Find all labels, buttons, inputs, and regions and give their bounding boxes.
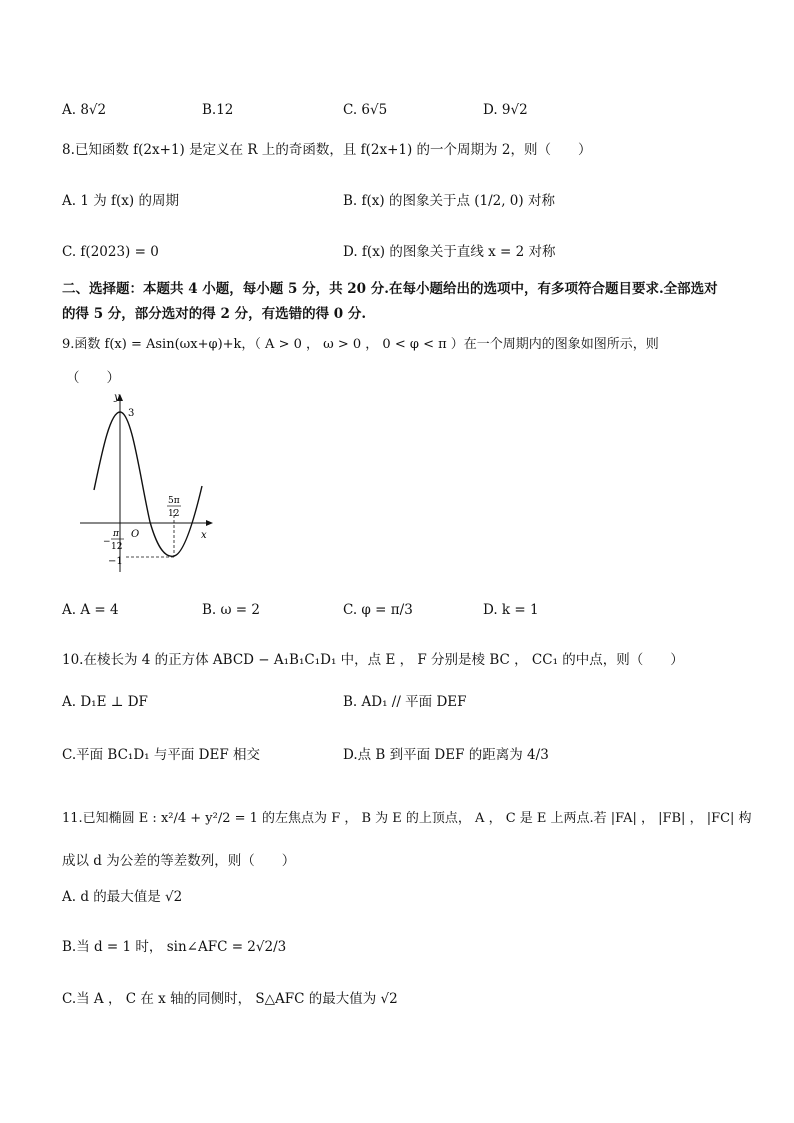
y-axis-label: y [114, 392, 120, 403]
q11-option-c: C.当 A ， C 在 x 轴的同侧时， S△AFC 的最大值为 √2 [62, 991, 398, 1007]
q9-answer-paren: （ ） [66, 370, 120, 386]
sine-curve [94, 412, 202, 556]
right-tick-denominator: 12 [168, 509, 180, 519]
x-axis-label: x [201, 530, 207, 541]
q11-option-b: B.当 d = 1 时， sin∠AFC = 2√2/3 [62, 939, 287, 955]
q7-option-b: B.12 [202, 102, 234, 118]
q9-option-b: B. ω = 2 [202, 602, 260, 618]
q10-option-d: D.点 B 到平面 DEF 的距离为 4/3 [343, 747, 549, 763]
right-tick-numerator: 5π [168, 496, 180, 506]
left-tick-numerator: π [113, 529, 119, 539]
section-heading-line-1: 二、选择题：本题共 4 小题，每小题 5 分，共 20 分.在每小题给出的选项中，有多项符合题目要求.全部选对 [62, 281, 718, 297]
q11-stem-line-1: 11.已知椭圆 E : x²/4 + y²/2 = 1 的左焦点为 F ， B 为 E 的上顶点， A ， C 是 E 上两点.若 |FA| ， |FB| ， |FC| 构 [62, 811, 752, 826]
max-value-label: 3 [128, 408, 135, 419]
q11-option-a: A. d 的最大值是 √2 [62, 889, 183, 905]
q7-option-a: A. 8√2 [62, 102, 107, 118]
q8-option-d: D. f(x) 的图象关于直线 x = 2 对称 [343, 244, 556, 260]
q10-option-c: C.平面 BC₁D₁ 与平面 DEF 相交 [62, 747, 260, 763]
min-value-label: −1 [108, 556, 123, 567]
q9-option-d: D. k = 1 [483, 602, 539, 618]
q9-function-graph [74, 390, 224, 580]
q10-option-b: B. AD₁ // 平面 DEF [343, 694, 467, 710]
q9-stem: 9.函数 f(x) = Asin(ωx+φ)+k，（ A > 0 ， ω > 0 ， 0 < φ < π ）在一个周期内的图象如图所示，则 [62, 337, 659, 352]
q11-stem-line-2: 成以 d 为公差的等差数列，则（ ） [62, 853, 296, 869]
origin-label: O [131, 529, 140, 540]
q8-stem: 8.已知函数 f(2x+1) 是定义在 R 上的奇函数，且 f(2x+1) 的一个周期为 2，则（ ） [62, 142, 592, 158]
q8-option-b: B. f(x) 的图象关于点 (1/2, 0) 对称 [343, 193, 555, 209]
q8-option-a: A. 1 为 f(x) 的周期 [62, 193, 179, 209]
q7-option-c: C. 6√5 [343, 102, 388, 118]
x-axis-arrow [206, 520, 213, 526]
q10-option-a: A. D₁E ⊥ DF [62, 694, 148, 710]
q10-stem: 10.在棱长为 4 的正方体 ABCD − A₁B₁C₁D₁ 中，点 E ， F 分别是棱 BC ， CC₁ 的中点，则（ ） [62, 652, 684, 668]
left-tick-denominator: 12 [111, 542, 123, 552]
left-tick-sign: − [103, 537, 111, 547]
section-heading-line-2: 的得 5 分，部分选对的得 2 分，有选错的得 0 分. [62, 306, 367, 322]
q8-option-c: C. f(2023) = 0 [62, 244, 159, 260]
q7-option-d: D. 9√2 [483, 102, 528, 118]
q9-option-a: A. A = 4 [62, 602, 119, 618]
q9-option-c: C. φ = π/3 [343, 602, 413, 618]
